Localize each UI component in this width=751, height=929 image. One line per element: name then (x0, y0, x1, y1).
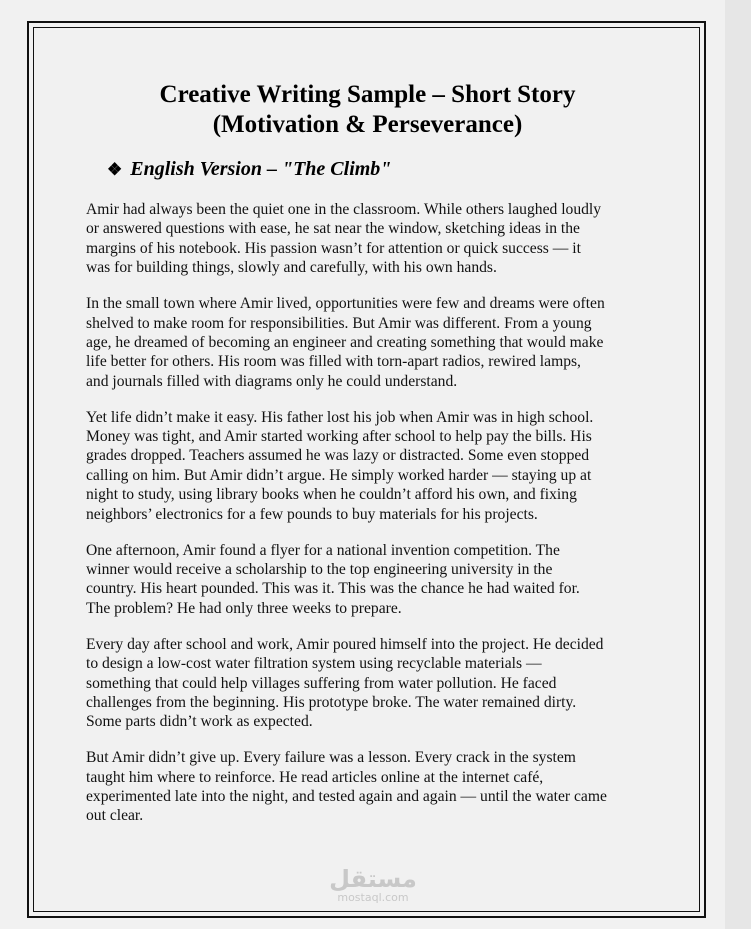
paragraph-line: winner would receive a scholarship to the top engineering university in the (86, 561, 553, 578)
paragraph-line: experimented late into the night, and tested again and again — until the water came (86, 788, 607, 806)
paragraph-line: age, he dreamed of becoming an engineer and creating something that would make (86, 333, 604, 351)
paragraph-line: Yet life didn’t make it easy. His father lost his job when Amir was in high school. (86, 408, 594, 426)
story-paragraph (86, 408, 666, 524)
paragraph-line: calling on him. But Amir didn’t argue. He simply worked harder — staying up at (86, 466, 592, 484)
diamond-bullet-icon: ❖ (107, 160, 123, 179)
paragraph-line: Some parts didn’t work as expected. (86, 713, 313, 731)
paragraph-line: Every day after school and work, Amir poured himself into the project. He decided (86, 635, 604, 653)
paragraph-line: Amir had always been the quiet one in the classroom. While others laughed loudly (86, 201, 602, 218)
document-title (60, 80, 675, 140)
paragraph-line: something that could help villages suffering from water pollution. He faced (86, 674, 557, 692)
paragraph-line: and journals filled with diagrams only he could understand. (86, 372, 458, 390)
title-line-2: (Motivation & Perseverance) (212, 111, 523, 138)
story-paragraph (86, 748, 666, 826)
section-heading (107, 156, 391, 183)
window-scroll-edge (725, 0, 751, 929)
paragraph-line: But Amir didn’t give up. Every failure was a lesson. Every crack in the system (86, 749, 576, 767)
title-line-1: Creative Writing Sample – Short Story (159, 81, 576, 108)
paragraph-line: taught him where to reinforce. He read articles online at the internet café, (86, 768, 544, 786)
paragraph-line: neighbors’ electronics for a few pounds to buy materials for his projects. (86, 505, 538, 523)
paragraph-line: life better for others. His room was filled with torn-apart radios, rewired lamps, (86, 353, 581, 371)
paragraph-line: grades dropped. Teachers assumed he was lazy or distracted. Some even stopped (86, 447, 590, 465)
watermark-logo: مستقل (329, 865, 417, 893)
story-paragraph (86, 200, 666, 278)
paragraph-line: One afternoon, Amir found a flyer for a national invention competition. The (86, 541, 560, 559)
watermark-url: mostaql.com (337, 891, 409, 904)
paragraph-line: Money was tight, and Amir started working after school to help pay the bills. His (86, 428, 592, 446)
paragraph-line: out clear. (86, 807, 144, 825)
paragraph-line: or answered questions with ease, he sat near the window, sketching ideas in the (86, 220, 580, 238)
story-paragraph (86, 294, 666, 391)
story-paragraph (86, 635, 666, 732)
paragraph-line: challenges from the beginning. His prototype broke. The water remained dirty. (86, 693, 577, 711)
paragraph-line: to design a low-cost water filtration system using recyclable materials — (86, 655, 542, 673)
section-heading-text: English Version – "The Climb" (130, 158, 392, 180)
paragraph-line: In the small town where Amir lived, opportunities were few and dreams were often (86, 295, 605, 313)
watermark (318, 866, 428, 904)
paragraph-line: shelved to make room for responsibilities. But Amir was different. From a young (86, 314, 592, 332)
paragraph-line: night to study, using library books when he couldn’t afford his own, and fixing (86, 486, 577, 504)
story-paragraph (86, 541, 666, 619)
story-body (86, 200, 666, 842)
paragraph-line: The problem? He had only three weeks to prepare. (86, 599, 402, 617)
paragraph-line: was for building things, slowly and carefully, with his own hands. (86, 259, 497, 277)
paragraph-line: country. His heart pounded. This was it. This was the chance he had waited for. (86, 580, 580, 598)
paragraph-line: margins of his notebook. His passion wasn’t for attention or quick success — it (86, 239, 581, 257)
